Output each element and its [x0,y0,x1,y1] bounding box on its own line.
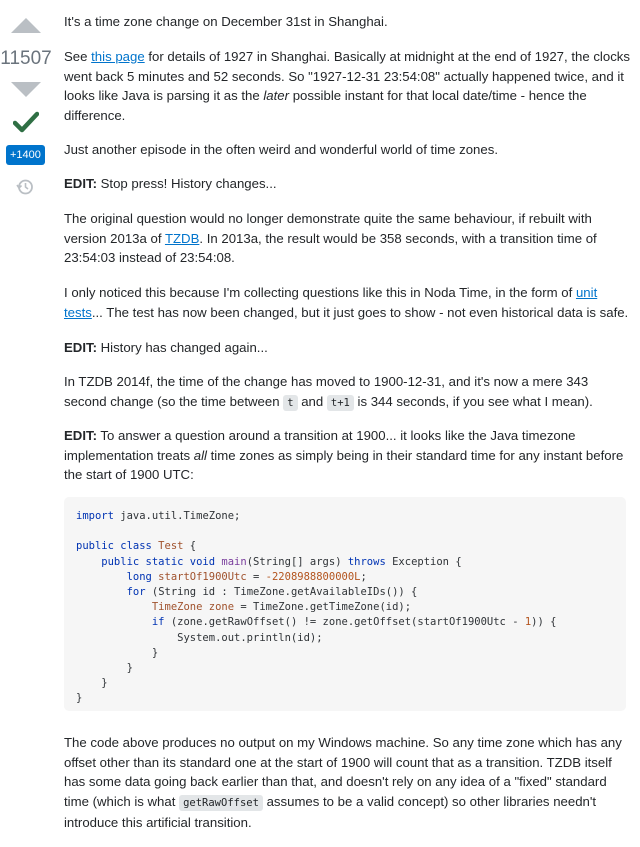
code-token: } [76,692,83,705]
code-token: { [183,540,197,553]
paragraph-5 [64,209,630,268]
text: Stop press! History changes... [96,176,277,191]
text: is 344 seconds, if you see what I mean). [353,393,593,409]
code-token: java.util.TimeZone; [113,510,241,522]
vote-score: 11507 [0,48,52,69]
code-token: throws [347,555,386,568]
tzdb-link[interactable]: TZDB [164,230,200,246]
code-token: TimeZone [76,601,203,614]
paragraph-10 [64,733,630,833]
text: . In 2013a, the result would be 358 seconds, with a transition time of 23:54:03 instead of 23:54:08. [64,230,597,265]
history-icon[interactable] [16,178,34,196]
paragraph-8 [64,372,630,413]
inline-code: getRawOffset [179,795,263,811]
code-token: )) { [531,616,557,629]
downvote-icon[interactable] [11,82,41,97]
paragraph-3: Just another episode in the often weird and wonderful world of time zones. [64,142,498,157]
code-token: ; [360,570,367,583]
paragraph-2 [64,47,630,125]
edit-label: EDIT: [64,428,97,443]
text: and [297,393,327,409]
inline-code: t+1 [327,395,354,411]
code-token: main [215,555,247,568]
text: I only noticed this because I'm collecting questions like this in Noda Time, in the form of [64,285,576,300]
code-token: Test [151,540,184,553]
paragraph-edit-1 [64,174,630,194]
code-token: = TimeZone.getTimeZone(id); [234,601,412,614]
code-token: } [76,662,133,675]
code-token: } [76,646,159,659]
text: In TZDB 2014f, the time of the change has moved to 1900-12-31, and it's now a mere 343 second change (so the time between [64,374,589,409]
upvote-icon[interactable] [11,18,41,33]
paragraph-edit-3 [64,426,630,485]
edit-label: EDIT: [64,340,97,355]
inline-code: t [283,395,297,411]
text: See [64,49,92,64]
code-token: Exception { [385,555,462,568]
code-token: import [76,510,114,522]
paragraph-1: It's a time zone change on December 31st in Shanghai. [64,14,388,29]
accepted-check-icon [13,110,39,134]
code-token: for [76,586,146,599]
code-token: (String[] args) [246,555,348,568]
edit-label: EDIT: [64,176,97,191]
text: The original question would no longer demonstrate quite the same behaviour, if rebuilt with version 2013a of [64,211,592,246]
paragraph-6 [64,283,630,322]
code-token: (zone.getRawOffset() != zone.getOffset(startOf1900Utc - [164,616,525,629]
code-token: long [76,570,152,583]
code-token: startOf1900Utc [151,570,247,583]
code-token: = [246,570,266,583]
text: History has changed again... [96,340,268,355]
text: possible instant for that local date/time - hence the difference. [64,88,587,123]
code-token: System.out.println(id); [76,631,323,644]
text: To answer a question around a transition at 1900... it looks like the Java timezone implementation treats [64,428,576,463]
code-token: (String id : TimeZone.getAvailableIDs()) { [145,586,418,599]
code-token: } [76,677,108,690]
emphasis: all [193,447,207,463]
text: time zones as simply being in their standard time for any instant before the start of 1900 UTC: [64,447,624,482]
bounty-badge[interactable]: +1400 [6,145,45,165]
code-token: -2208988800000L [265,570,361,583]
text: for details of 1927 in Shanghai. Basically at midnight at the end of 1927, the clocks went back 5 minutes and 52 seconds. So "1927-12-31 23:54:08" actually happened twice, and it looks like Java is parsing it as the [64,49,630,103]
code-token: public static void [76,555,216,568]
code-token: if [76,616,165,629]
paragraph-edit-2 [64,338,630,358]
text: The code above produces no output on my Windows machine. So any time zone which has any offset other than its standard one at the start of 1900 will count that as a transition. TZDB itself has some data going back earlier than that, and doesn't rely on any idea of a "fixed" standard time (which is what [64,735,622,809]
this-page-link[interactable]: this page [91,49,145,64]
emphasis: later [263,88,290,103]
unit-tests-link[interactable]: unit tests [64,285,598,320]
text: ... The test has now been changed, but it just goes to show - not even historical data is safe. [91,304,629,320]
text: assumes to be a valid concept) so other libraries needn't introduce this artificial transition. [64,793,597,830]
code-token: 1 [524,616,532,629]
code-token: zone [202,601,235,614]
code-token: public class [76,540,152,553]
code-block[interactable] [64,497,626,711]
